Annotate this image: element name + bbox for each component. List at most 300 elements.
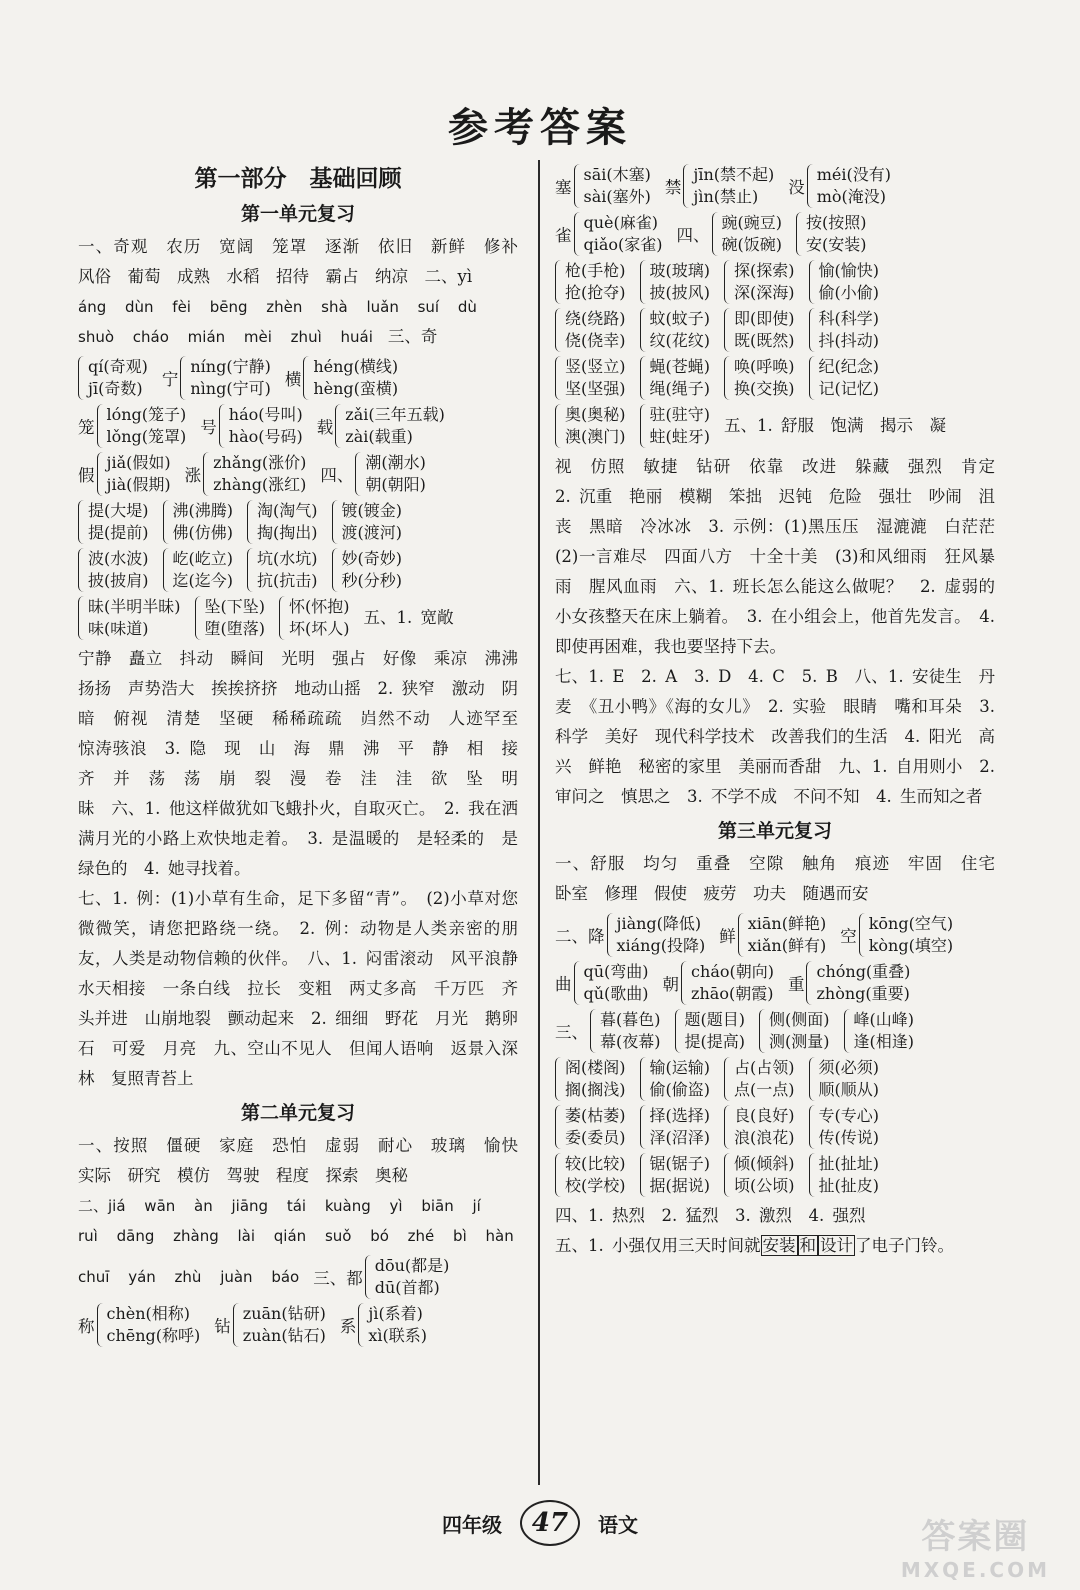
- char-group-lines: [819, 356, 880, 400]
- char-group-line: 既(既然): [734, 331, 795, 350]
- char-group-line: 镀(镀金): [341, 501, 402, 520]
- brace-icon: [809, 356, 816, 400]
- char-group-label: 涨: [184, 466, 202, 485]
- char-group: [555, 356, 626, 400]
- char-group-lines: [584, 164, 651, 208]
- brace-icon: [683, 164, 690, 208]
- brace-icon: [675, 1009, 682, 1053]
- char-group-lines: [817, 164, 891, 208]
- char-group: [724, 308, 795, 352]
- char-group-line: sài(塞外): [583, 187, 651, 206]
- char-group: [719, 913, 826, 957]
- char-group-line: 抖(抖动): [818, 331, 879, 350]
- unit2-pinyin-3: chuī yán zhù juàn báo: [78, 1268, 300, 1286]
- grade-label: 四年级: [442, 1512, 502, 1537]
- char-group-line: 味(味道): [88, 619, 149, 638]
- char-group-line: xiān(鲜艳): [747, 914, 827, 933]
- char-group-lines: [693, 164, 774, 208]
- char-group-line: 科(科学): [818, 309, 879, 328]
- char-group: [663, 961, 774, 1005]
- char-group: [840, 913, 953, 957]
- char-group-line: 倾(倾斜): [734, 1154, 795, 1173]
- char-group-lines: [722, 212, 783, 256]
- unit2-title: 第二单元复习: [240, 1102, 355, 1124]
- brace-icon: [640, 1153, 647, 1197]
- brace-icon: [97, 404, 104, 448]
- char-group-line: 顺(顺从): [818, 1080, 879, 1099]
- brace-icon: [724, 260, 731, 304]
- brace-icon: [332, 500, 339, 544]
- char-group: [279, 596, 350, 640]
- unit2-section-1: 一、按照 僵硬 家庭 恐怕 虚弱 耐心 玻璃 愉快 实际 研究 模仿 驾驶 程度 探索 奥秘: [78, 1136, 535, 1185]
- char-group-line: xì(联系): [368, 1326, 427, 1345]
- char-group-lines: [734, 356, 795, 400]
- char-group-line: 安(安装): [806, 235, 867, 254]
- char-group: [332, 548, 403, 592]
- char-group: [195, 596, 266, 640]
- char-group-label: 二、降: [555, 927, 605, 946]
- char-group-lines: [650, 1057, 711, 1101]
- brace-icon: [203, 452, 210, 496]
- char-group-line: zuàn(钻石): [242, 1326, 326, 1345]
- char-group-line: 峰(山峰): [853, 1010, 914, 1029]
- char-group-lines: [365, 452, 426, 496]
- char-group: [809, 356, 880, 400]
- char-group-lines: [685, 1009, 746, 1053]
- brace-icon: [78, 548, 85, 592]
- char-group-lines: [819, 1057, 880, 1101]
- char-group-line: kòng(填空): [868, 936, 954, 955]
- char-group-lines: [734, 1153, 795, 1197]
- char-group-line: dōu(都是): [374, 1256, 450, 1275]
- char-group-line: 提(提高): [684, 1032, 745, 1051]
- char-group: [809, 308, 880, 352]
- char-group: [788, 961, 910, 1005]
- char-group-line: 蝇(苍蝇): [649, 357, 710, 376]
- char-group-lines: [819, 260, 880, 304]
- char-group-label: 横: [284, 370, 302, 389]
- char-group: [640, 1153, 711, 1197]
- char-group: [640, 356, 711, 400]
- char-group-label: 系: [339, 1317, 357, 1336]
- char-group-line: jià(假期): [106, 475, 171, 494]
- char-group: [759, 1009, 830, 1053]
- brace-icon: [574, 164, 581, 208]
- brace-icon: [247, 500, 254, 544]
- char-group-line: níng(宁静): [190, 357, 271, 376]
- char-group: [78, 452, 171, 496]
- char-group-line: chēng(称呼): [106, 1326, 201, 1345]
- char-group-line: 探(探索): [734, 261, 795, 280]
- brace-icon: [809, 1153, 816, 1197]
- char-group: [677, 212, 783, 256]
- brace-icon: [574, 961, 581, 1005]
- char-group-lines: [734, 260, 795, 304]
- char-group: [214, 1303, 326, 1347]
- char-group-line: 玻(玻璃): [649, 261, 710, 280]
- brace-icon: [640, 260, 647, 304]
- char-group: [555, 212, 663, 256]
- char-group: [78, 596, 181, 640]
- char-group: [640, 404, 711, 448]
- brace-icon: [724, 356, 731, 400]
- brace-icon: [180, 356, 187, 400]
- unit3-section-5: [555, 1231, 995, 1261]
- char-group-lines: [313, 356, 398, 400]
- char-group-row: [555, 356, 995, 400]
- char-group-row: [555, 164, 995, 208]
- char-group-line: 浪(浪花): [734, 1128, 795, 1147]
- char-group-lines: [213, 452, 306, 496]
- brace-icon: [640, 1057, 647, 1101]
- brace-icon: [555, 1057, 562, 1101]
- char-group-lines: [819, 1153, 880, 1197]
- right-column: [555, 160, 1012, 1500]
- unit3-title: 第三单元复习: [717, 820, 832, 842]
- char-group-line: 佛(仿佛): [172, 523, 233, 542]
- unit1-title: 第一单元复习: [240, 203, 355, 225]
- char-group-line: 绳(绳子): [649, 379, 710, 398]
- brace-icon: [332, 548, 339, 592]
- char-group-row: [555, 308, 995, 352]
- unit1-pinyin-2: [78, 322, 518, 352]
- char-group: [724, 260, 795, 304]
- sentence-part: 了电子门铃。: [855, 1236, 954, 1255]
- char-group-line: 坚(坚强): [565, 379, 626, 398]
- unit1-section-3: 七、1. 例：(1)小草有生命，足下多留“青”。 (2)小草对您微微笑，请您把路绕一绕。 2. 例：动物是人类亲密的朋友，人类是动物信赖的伙伴。 八、1. 闷雷滚动 风平浪静 水天相接 一条白线 拉长 变粗 两丈多高 千万匹 齐头并进 山崩地裂 颤动起来 2. 细细 野花 月光 鹅卵石 可爱 月亮 九、空山不见人 但闻人语响 返景入深林 复照青苔上: [78, 889, 535, 1088]
- char-group-lines: [600, 1009, 661, 1053]
- boxed-word: 设计: [820, 1236, 853, 1255]
- char-group: [640, 260, 711, 304]
- brace-icon: [640, 308, 647, 352]
- char-group-line: 竖(竖立): [565, 357, 626, 376]
- char-group-line: 输(运输): [649, 1058, 710, 1077]
- unit3-section-1: 一、舒服 均匀 重叠 空隙 触角 痕迹 牢固 住宅 卧室 修理 假使 疲劳 功夫 随遇而安: [555, 854, 1012, 903]
- brace-icon: [555, 260, 562, 304]
- char-group-lines: [650, 356, 711, 400]
- char-group-line: 堕(堕落): [204, 619, 265, 638]
- char-group: [163, 548, 234, 592]
- char-group-line: 较(比较): [565, 1154, 626, 1173]
- char-group-label: 三、: [555, 1023, 588, 1042]
- brace-icon: [163, 500, 170, 544]
- char-group-line: hèng(蛮横): [313, 379, 399, 398]
- char-group-lines: [650, 1153, 711, 1197]
- char-group: [640, 1057, 711, 1101]
- brace-icon: [358, 1303, 365, 1347]
- char-group-line: 提(提前): [88, 523, 149, 542]
- brace-icon: [247, 548, 254, 592]
- char-group-line: 偷(偷盗): [649, 1080, 710, 1099]
- char-group: [340, 1303, 427, 1347]
- char-group-row: [555, 1009, 995, 1053]
- brace-icon: [365, 1255, 372, 1299]
- brace-icon: [355, 452, 362, 496]
- char-group-lines: [565, 1153, 626, 1197]
- char-group-lines: [565, 308, 626, 352]
- brace-icon: [195, 596, 202, 640]
- char-group-lines: [869, 913, 953, 957]
- part-title: 第一部分 基础回顾: [194, 165, 402, 192]
- char-group-line: 深(深海): [734, 283, 795, 302]
- char-group-line: kōng(空气): [868, 914, 954, 933]
- char-group-lines: [565, 404, 626, 448]
- char-group-line: 幕(夜幕): [600, 1032, 661, 1051]
- brace-icon: [78, 500, 85, 544]
- char-group-line: qiǎo(家雀): [583, 235, 663, 254]
- brace-icon: [78, 356, 85, 400]
- char-group-line: lóng(笼子): [106, 405, 187, 424]
- char-group-line: sāi(木塞): [583, 165, 651, 184]
- char-group-line: 唤(呼唤): [734, 357, 795, 376]
- boxed-word: 安装: [762, 1236, 796, 1255]
- char-group-line: 提(大堤): [88, 501, 149, 520]
- char-group-line: 即(即使): [734, 309, 795, 328]
- char-group-line: 良(良好): [734, 1106, 795, 1125]
- char-group-line: jiàng(降低): [616, 914, 702, 933]
- char-group-line: mò(淹没): [816, 187, 887, 206]
- char-group: [247, 548, 318, 592]
- char-group: [317, 404, 445, 448]
- char-group-line: 纹(花纹): [649, 331, 710, 350]
- char-group-line: 秒(分秒): [341, 571, 402, 590]
- brace-icon: [97, 452, 104, 496]
- char-group: [788, 164, 891, 208]
- brace-icon: [233, 1303, 240, 1347]
- unit2-section-2: 视 仿照 敏捷 钻研 依靠 改进 躲藏 强烈 肯定 2. 沉重 艳丽 模糊 笨拙 迟钝 危险 强壮 吵闹 沮丧 黑暗 冷冰冰 3. 示例：(1)黑压压 湿漉漉 白茫茫 (2)一言难尽 四面八方 十全十美 (3)和风细雨 狂风暴雨 腥风血雨 六、1. 班长怎么能这么做呢？ 2. 虚弱的小女孩整天在床上躺着。 3. 在小组会上，他首先发言。 4. 即使再困难，我也要坚持下去。: [555, 457, 1012, 656]
- char-group: [675, 1009, 746, 1053]
- char-group-slot: [313, 1255, 449, 1299]
- char-group: [78, 404, 186, 448]
- brace-icon: [163, 548, 170, 592]
- char-group-lines: [691, 961, 774, 1005]
- char-group: [313, 1255, 449, 1299]
- char-group-label: 曲: [555, 975, 572, 994]
- char-group-line: qǔ(歌曲): [583, 984, 649, 1003]
- char-group-line: jīn(禁不起): [693, 165, 775, 184]
- char-group: [555, 1153, 626, 1197]
- char-group-line: 点(一点): [734, 1080, 795, 1099]
- char-group-line: 绕(绕路): [565, 309, 626, 328]
- char-group-lines: [769, 1009, 830, 1053]
- char-group-line: 专(专心): [818, 1106, 879, 1125]
- page-title: 参考答案: [448, 104, 632, 151]
- pinyin-line: shuò cháo mián mèi zhuì huái: [78, 328, 373, 346]
- char-group-label: 三、都: [313, 1269, 363, 1288]
- char-group-row: [78, 1303, 518, 1347]
- char-group-lines: [243, 1303, 326, 1347]
- char-group-label: 禁: [664, 178, 682, 197]
- char-group-lines: [88, 596, 181, 640]
- char-group-line: méi(没有): [816, 165, 891, 184]
- char-group-row: [555, 212, 995, 256]
- char-group: [809, 260, 880, 304]
- char-group-line: 愉(愉快): [818, 261, 879, 280]
- char-group: [78, 500, 149, 544]
- char-group-line: 坑(水坑): [257, 549, 318, 568]
- brace-icon: [640, 1105, 647, 1149]
- char-group-lines: [617, 913, 706, 957]
- brace-icon: [97, 1303, 104, 1347]
- char-group-line: xiáng(投降): [616, 936, 706, 955]
- char-group-line: chèn(相称): [106, 1304, 191, 1323]
- char-group: [285, 356, 398, 400]
- char-group-line: 传(传说): [818, 1128, 879, 1147]
- char-group-lines: [107, 1303, 201, 1347]
- char-group-lines: [565, 1057, 626, 1101]
- char-group-lines: [173, 500, 234, 544]
- char-group-label: 假: [78, 466, 95, 485]
- char-group: [163, 500, 234, 544]
- char-group-line: 记(记忆): [818, 379, 879, 398]
- char-group-line: qū(弯曲): [583, 962, 649, 981]
- char-group-line: héng(横线): [313, 357, 399, 376]
- char-group-lines: [806, 212, 867, 256]
- char-group-lines: [565, 356, 626, 400]
- left-column: [78, 160, 535, 1500]
- char-group-row: [555, 260, 995, 304]
- char-group-lines: [88, 548, 149, 592]
- char-group-line: 朝(朝阳): [365, 475, 426, 494]
- char-group-line: 阁(楼阁): [565, 1058, 626, 1077]
- char-group-line: 昧(半明半昧): [88, 597, 181, 616]
- brace-icon: [809, 260, 816, 304]
- char-group: [809, 1057, 880, 1101]
- char-group: [724, 356, 795, 400]
- char-group-line: jì(系着): [368, 1304, 423, 1323]
- brace-icon: [759, 1009, 766, 1053]
- char-group-row: [555, 1153, 995, 1197]
- char-group-line: zài(载重): [345, 427, 413, 446]
- brace-icon: [555, 1153, 562, 1197]
- watermark-text: 答案圈: [921, 1517, 1030, 1557]
- char-group: [809, 1153, 880, 1197]
- char-group-line: 澳(澳门): [565, 427, 626, 446]
- char-group-line: 驻(驻守): [649, 405, 710, 424]
- brace-icon: [681, 961, 688, 1005]
- char-group-line: 须(必须): [818, 1058, 879, 1077]
- char-group-line: 扯(扯址): [818, 1154, 879, 1173]
- char-group: [332, 500, 403, 544]
- char-group-lines: [375, 1255, 450, 1299]
- brace-icon: [796, 212, 803, 256]
- char-group-line: jī(奇数): [88, 379, 143, 398]
- char-group-label: 宁: [161, 370, 179, 389]
- char-group-line: 淘(淘气): [257, 501, 318, 520]
- char-group-line: 偷(小偷): [818, 283, 879, 302]
- char-group-lines: [205, 596, 266, 640]
- char-group-label: 没: [788, 178, 805, 197]
- char-group-lines: [345, 404, 445, 448]
- char-group-lines: [565, 1105, 626, 1149]
- brace-icon: [640, 356, 647, 400]
- brace-icon: [806, 961, 813, 1005]
- char-group: [78, 356, 148, 400]
- unit2-pinyin-1: 二、jiá wān àn jiāng tái kuàng yì biān jí: [78, 1197, 481, 1215]
- char-group-line: 妙(奇妙): [341, 549, 402, 568]
- char-group-label: 空: [840, 927, 857, 946]
- char-group: [640, 1105, 711, 1149]
- char-group-line: 潮(潮水): [365, 453, 426, 472]
- sentence-part: 五、1. 小强仅用三天时间就: [555, 1236, 761, 1255]
- char-group: [724, 1153, 795, 1197]
- char-group-lines: [342, 548, 403, 592]
- char-group-lines: [584, 961, 649, 1005]
- char-group-line: 渡(渡河): [341, 523, 402, 542]
- char-group: [796, 212, 867, 256]
- char-group: [724, 1105, 795, 1149]
- char-group: [555, 913, 705, 957]
- char-group-lines: [190, 356, 270, 400]
- char-group-line: dū(首都): [374, 1278, 440, 1297]
- char-group-line: zuān(钻研): [242, 1304, 326, 1323]
- char-group: [162, 356, 271, 400]
- char-group-line: 按(按照): [806, 213, 867, 232]
- char-group-label: 四、: [676, 226, 710, 245]
- char-group-label: 鲜: [719, 927, 736, 946]
- char-group-line: 奥(奥秘): [565, 405, 626, 424]
- char-group-lines: [650, 308, 711, 352]
- char-group-line: 据(据说): [649, 1176, 710, 1195]
- char-group-row: [78, 356, 518, 400]
- char-group-lines: [173, 548, 234, 592]
- char-group: [724, 1057, 795, 1101]
- brace-icon: [738, 913, 745, 957]
- char-group-row: [78, 404, 518, 448]
- char-group-line: 扯(扯皮): [818, 1176, 879, 1195]
- brace-icon: [555, 356, 562, 400]
- char-group-row: [555, 961, 995, 1005]
- boxed-word: 和: [799, 1236, 816, 1255]
- char-group-line: 怀(怀抱): [289, 597, 350, 616]
- char-group-line: 题(题目): [684, 1010, 745, 1029]
- unit1-pinyin-1: áng dùn fèi bēng zhèn shà luǎn suí dù: [78, 298, 477, 316]
- char-group: [555, 961, 649, 1005]
- brace-icon: [859, 913, 866, 957]
- char-group-label: 雀: [555, 226, 572, 245]
- char-group: [185, 452, 307, 496]
- char-group-line: 披(披肩): [88, 571, 149, 590]
- page-number: 47: [520, 1500, 580, 1546]
- char-group: [78, 548, 149, 592]
- char-group-lines: [584, 212, 663, 256]
- char-group-line: zhāo(朝霞): [691, 984, 774, 1003]
- char-group-line: chóng(重叠): [816, 962, 911, 981]
- char-group-lines: [342, 500, 403, 544]
- char-group-label: 钻: [214, 1317, 231, 1336]
- brace-icon: [724, 1057, 731, 1101]
- char-group-line: 蚊(蚊子): [649, 309, 710, 328]
- char-group-line: 择(选择): [649, 1106, 710, 1125]
- char-group-lines: [229, 404, 303, 448]
- brace-icon: [607, 913, 614, 957]
- unit2-section-3: 七、1. E 2. A 3. D 4. C 5. B 八、1. 安徒生 丹麦 《丑小鸭》《海的女儿》 2. 实验 眼睛 嘴和耳朵 3. 科学 美好 现代科学技术 改善我们的生活 4. 阳光 高兴 鲜艳 秘密的家里 美丽而香甜 九、1. 自用则小 2. 审问之 慎思之 3. 不学不成 不问不知 4. 生而知之者: [555, 667, 995, 806]
- unit1-section-2: 宁静 矗立 抖动 瞬间 光明 强占 好像 乘凉 沸沸扬扬 声势浩大 挨挨挤挤 地动山摇 2. 狭窄 激动 阴暗 俯视 清楚 坚硬 稀稀疏疏 岿然不动 人迹罕至 惊涛骇浪 3. 隐 现 山 海 鼎 沸 平 静 相 接 齐 并 荡 荡 崩 裂 漫 卷 洼 洼 欲 坠 明 昧 六、1. 他这样做犹如飞蛾扑火，自取灭亡。 2. 我在洒满月光的小路上欢快地走着。 3. 是温暖的 是轻柔的 是绿色的 4. 她寻找着。: [78, 649, 535, 878]
- brace-icon: [78, 596, 85, 640]
- char-group-lines: [107, 452, 171, 496]
- brace-icon: [807, 164, 814, 208]
- char-group-line: zhǎng(涨价): [213, 453, 307, 472]
- brace-icon: [279, 596, 286, 640]
- section-label: 五、1. 宽敞: [363, 608, 454, 627]
- char-group-line: 迄(迄今): [172, 571, 233, 590]
- brace-icon: [590, 1009, 597, 1053]
- char-group-row: [78, 500, 518, 544]
- char-group-lines: [650, 1105, 711, 1149]
- char-group: [555, 308, 626, 352]
- unit1-section-1: 一、奇观 农历 宽阔 笼罩 逐渐 依旧 新鲜 修补 风俗 葡萄 成熟 水稻 招待 霸占 纳凉 二、yì: [78, 237, 535, 286]
- char-group-line: zhòng(重要): [816, 984, 910, 1003]
